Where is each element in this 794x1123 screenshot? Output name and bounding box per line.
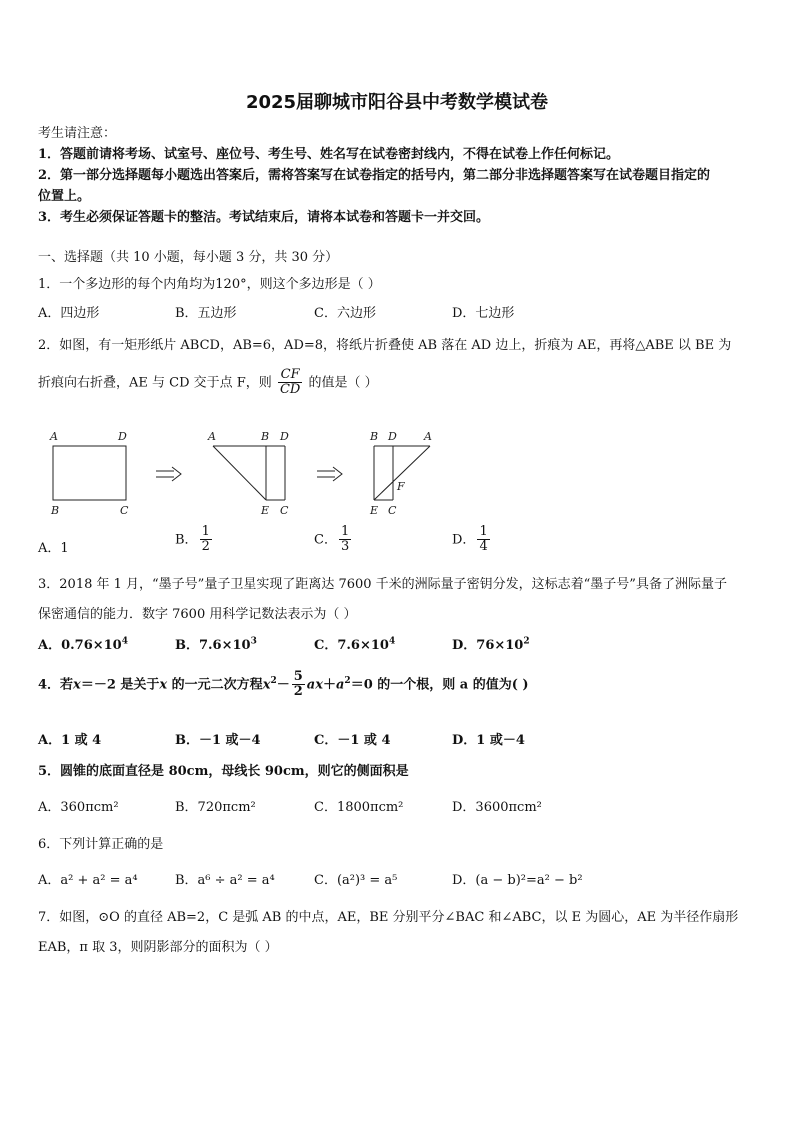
q4-text: 的一元二次方程 bbox=[167, 677, 263, 693]
exponent: 4 bbox=[121, 636, 128, 647]
q4-var: x bbox=[73, 677, 81, 693]
q2-stem-text-end: 的值是（ ） bbox=[308, 375, 378, 391]
q3-option-d[interactable] bbox=[452, 634, 530, 653]
exponent: 4 bbox=[388, 636, 396, 647]
frac-numerator: 1 bbox=[479, 524, 488, 539]
exponent: 2 bbox=[523, 636, 530, 647]
double-arrow-icon bbox=[317, 467, 342, 481]
frac-denominator: CD bbox=[279, 382, 301, 398]
q2-option-b[interactable] bbox=[175, 525, 214, 555]
label-A: A bbox=[50, 430, 58, 443]
q6-option-c[interactable]: C．(a²)³ = a⁵ bbox=[314, 873, 398, 888]
q3-option-b[interactable] bbox=[175, 634, 257, 653]
option-label: C． bbox=[314, 532, 337, 548]
option-text: D．76×10 bbox=[452, 638, 524, 653]
option-text: B．7.6×10 bbox=[175, 638, 251, 653]
q2-option-a[interactable]: A．1 bbox=[38, 541, 69, 556]
frac-numerator: 1 bbox=[340, 524, 350, 539]
q4-text: ＋ bbox=[322, 677, 336, 693]
label-D: D bbox=[388, 430, 397, 443]
notice-item: 1．答题前请将考场、试室号、座位号、考生号、姓名写在试卷密封线内，不得在试卷上作任何标记。 bbox=[38, 147, 620, 162]
q6-option-d[interactable]: D．(a − b)²=a² − b² bbox=[452, 873, 583, 888]
label-A: A bbox=[424, 430, 432, 443]
q1-option-b[interactable]: B．五边形 bbox=[175, 306, 237, 321]
q4-text: － bbox=[276, 677, 290, 693]
label-A: A bbox=[208, 430, 216, 443]
q3-option-c[interactable] bbox=[314, 634, 395, 653]
frac-numerator: 5 bbox=[293, 669, 303, 684]
q2-option-c[interactable] bbox=[314, 525, 353, 555]
q1-option-c[interactable]: C．六边形 bbox=[314, 306, 376, 321]
q4-option-d[interactable]: D．1 或－4 bbox=[452, 733, 525, 748]
option-text: A．0.76×10 bbox=[38, 638, 122, 653]
q5-option-a[interactable]: A．360πcm² bbox=[38, 800, 119, 815]
option-text: C．7.6×10 bbox=[314, 638, 389, 653]
frac-numerator: 1 bbox=[201, 524, 210, 539]
label-C: C bbox=[280, 504, 289, 517]
cf-cd-fraction bbox=[278, 368, 302, 398]
label-D: D bbox=[118, 430, 127, 443]
notice-item: 位置上。 bbox=[38, 189, 91, 204]
label-E: E bbox=[370, 504, 379, 517]
frac-denominator: 2 bbox=[293, 684, 303, 700]
q4-var: a bbox=[335, 677, 345, 693]
frac-numerator: CF bbox=[278, 368, 302, 383]
label-B: B bbox=[51, 504, 60, 517]
q2-option-d[interactable] bbox=[452, 525, 492, 555]
label-B: B bbox=[370, 430, 379, 443]
q2-folding-figure bbox=[40, 426, 460, 518]
question-5-stem: 5．圆锥的底面直径是 80cm，母线长 90cm，则它的侧面积是 bbox=[38, 764, 409, 779]
option-fraction bbox=[477, 525, 489, 555]
option-label: B． bbox=[175, 532, 198, 548]
q5-option-d[interactable]: D．3600πcm² bbox=[452, 800, 542, 815]
question-4-stem bbox=[38, 670, 529, 700]
exponent: 2 bbox=[344, 675, 351, 686]
q4-text: ＝0 的一个根，则 a 的值为( ) bbox=[350, 677, 529, 693]
double-arrow-icon bbox=[156, 467, 181, 481]
q5-option-b[interactable]: B．720πcm² bbox=[175, 800, 256, 815]
q4-fraction bbox=[292, 670, 305, 700]
folded-figure-2 bbox=[213, 446, 285, 500]
rectangle-abcd bbox=[53, 446, 126, 500]
question-1-stem: 1．一个多边形的每个内角均为120°，则这个多边形是（ ） bbox=[38, 277, 381, 292]
exponent: 3 bbox=[250, 636, 257, 647]
option-label: D． bbox=[452, 532, 476, 548]
q4-text: ＝－2 是关于 bbox=[80, 677, 160, 693]
q4-var: x bbox=[159, 677, 168, 693]
notice-item: 2．第一部分选择题每小题选出答案后，需将答案写在试卷指定的括号内，第二部分非选择题答案写在试卷题目指定的 bbox=[38, 168, 711, 183]
q4-var: ax bbox=[306, 677, 323, 693]
frac-denominator: 3 bbox=[340, 539, 350, 555]
q4-var: x bbox=[262, 677, 271, 693]
option-fraction bbox=[339, 525, 351, 555]
q3-option-a[interactable] bbox=[38, 634, 128, 653]
notice-item: 3．考生必须保证答题卡的整洁。考试结束后，请将本试卷和答题卡一并交回。 bbox=[38, 210, 490, 225]
question-7-stem-line2: EAB，π 取 3，则阴影部分的面积为（ ） bbox=[38, 940, 278, 955]
q6-option-a[interactable]: A．a² + a² = a⁴ bbox=[38, 873, 138, 888]
label-D: D bbox=[280, 430, 289, 443]
question-3-stem: 3．2018 年 1 月，“墨子号”量子卫星实现了距离达 7600 千米的洲际量子密钥分发，这标志着“墨子号”具备了洲际量子 bbox=[38, 577, 727, 592]
q4-option-a[interactable]: A．1 或 4 bbox=[38, 733, 102, 748]
question-6-stem: 6．下列计算正确的是 bbox=[38, 837, 164, 852]
exponent: 2 bbox=[270, 675, 277, 686]
frac-denominator: 4 bbox=[479, 539, 488, 555]
question-7-stem: 7．如图，⊙O 的直径 AB=2，C 是弧 AB 的中点，AE，BE 分别平分∠BAC 和∠ABC，以 E 为圆心，AE 为半径作扇形 bbox=[38, 910, 739, 925]
label-C: C bbox=[388, 504, 397, 517]
page-title: 2025届聊城市阳谷县中考数学模试卷 bbox=[245, 92, 549, 113]
q5-option-c[interactable]: C．1800πcm² bbox=[314, 800, 404, 815]
label-F: F bbox=[397, 480, 405, 493]
question-3-stem-line2: 保密通信的能力．数字 7600 用科学记数法表示为（ ） bbox=[38, 607, 357, 622]
question-2-stem: 2．如图，有一矩形纸片 ABCD，AB=6，AD=8，将纸片折叠使 AB 落在 AD 边上，折痕为 AE，再将△ABE 以 BE 为 bbox=[38, 338, 732, 353]
question-2-stem-line2 bbox=[38, 368, 378, 398]
q6-option-b[interactable]: B．a⁶ ÷ a² = a⁴ bbox=[175, 873, 275, 888]
q1-option-a[interactable]: A．四边形 bbox=[38, 306, 100, 321]
notice-heading: 考生请注意： bbox=[38, 126, 117, 141]
q4-option-c[interactable]: C．－1 或 4 bbox=[314, 733, 391, 748]
q4-option-b[interactable]: B．－1 或－4 bbox=[175, 733, 261, 748]
q1-option-d[interactable]: D．七边形 bbox=[452, 306, 515, 321]
q4-text: 4．若 bbox=[38, 677, 74, 693]
frac-denominator: 2 bbox=[201, 539, 210, 555]
option-fraction bbox=[200, 525, 212, 555]
label-C: C bbox=[120, 504, 129, 517]
label-E: E bbox=[261, 504, 270, 517]
label-B: B bbox=[261, 430, 270, 443]
section-heading: 一、选择题（共 10 小题，每小题 3 分，共 30 分） bbox=[38, 250, 339, 265]
q2-stem-text: 折痕向右折叠，AE 与 CD 交于点 F，则 bbox=[38, 375, 272, 391]
